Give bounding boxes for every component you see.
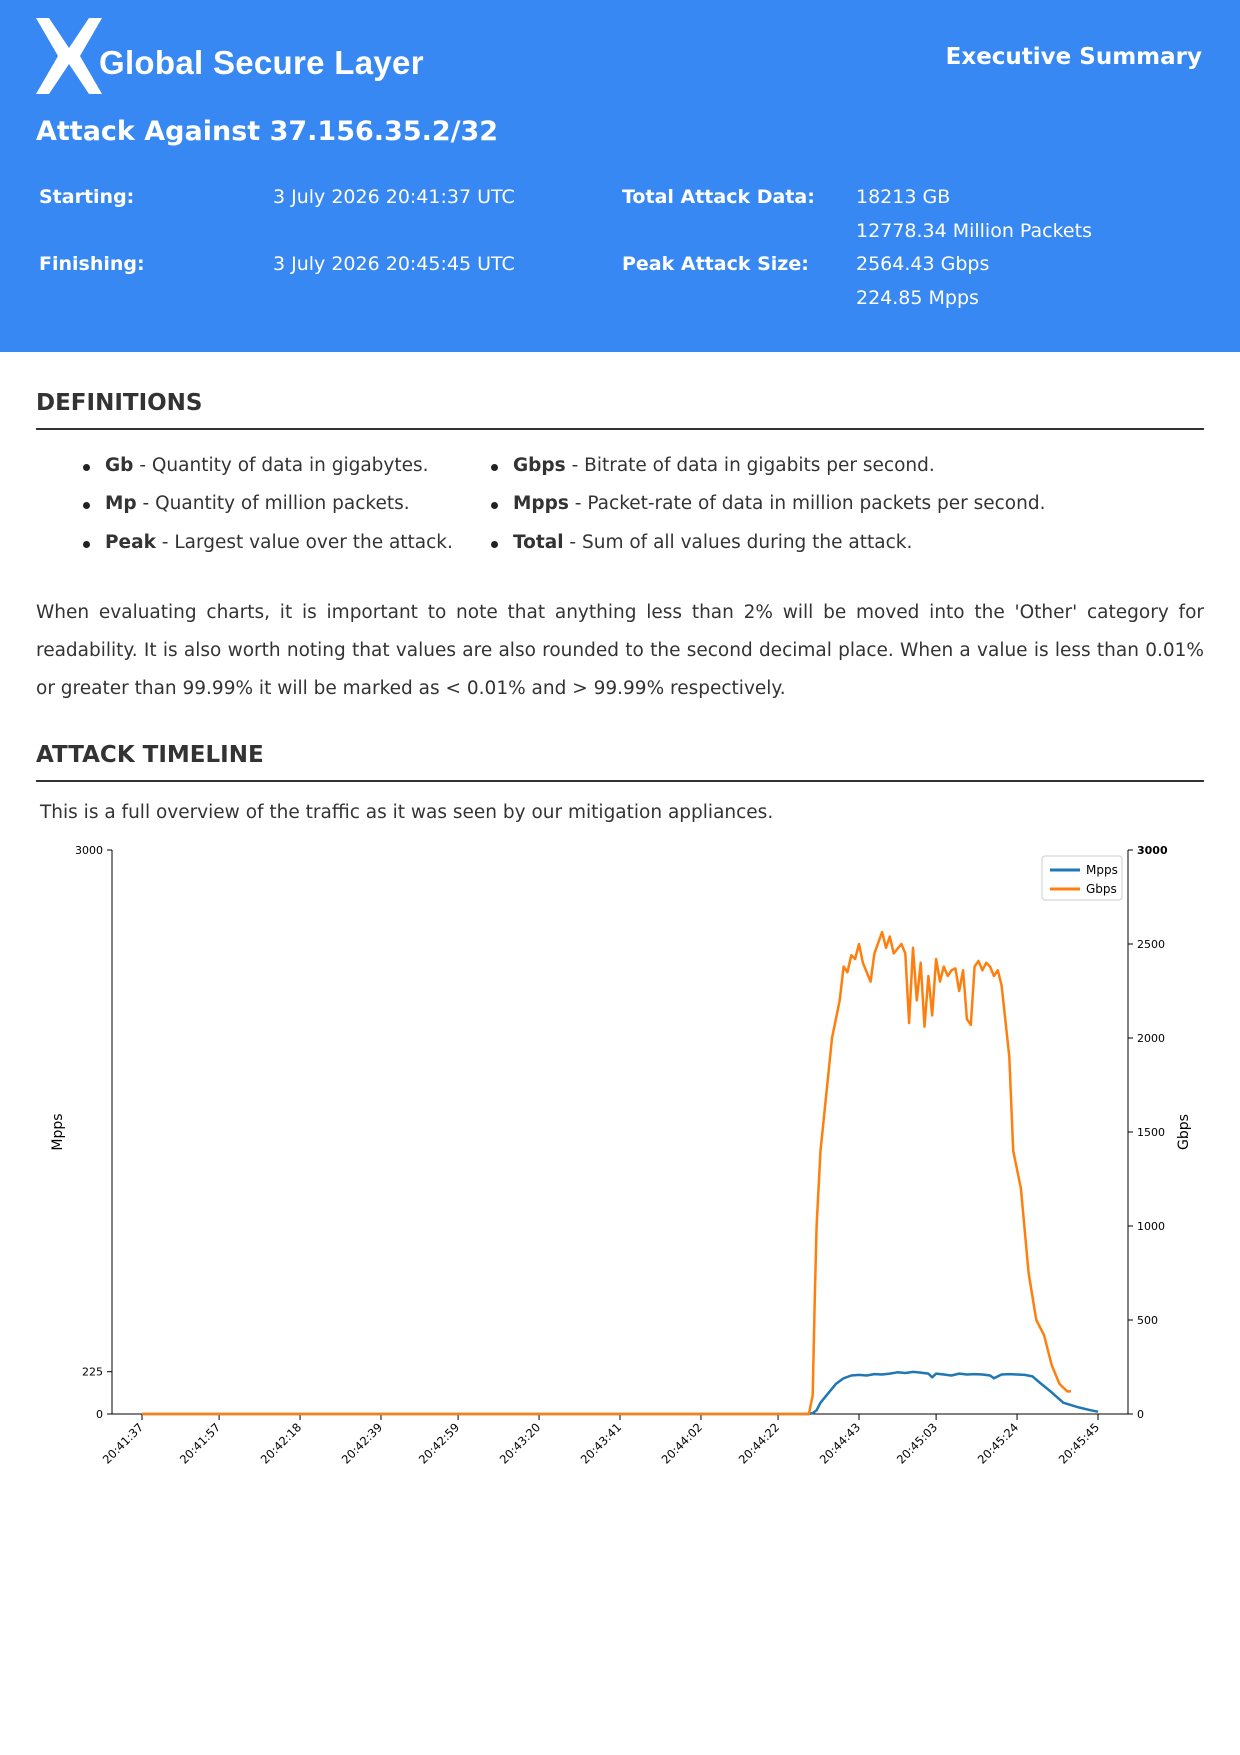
logo-icon [36,18,102,94]
y-left-tick-label: 0 [96,1408,103,1421]
charts-note: When evaluating charts, it is important to note that anything less than 2% will be moved into the 'Other' category for readability. It is also worth noting that values are also rounded to the second decimal place. When a value is less than 0.01% or greater than 99.99% it will be marked as < 0.01% and > 99.99% respectively. [36,602,1204,699]
y-left-tick-label: 3000 [75,844,103,857]
legend-label: Gbps [1086,882,1117,896]
x-tick-label: 20:42:59 [415,1420,463,1467]
definitions-heading: DEFINITIONS [36,390,1204,430]
attack-title: Attack Against 37.156.35.2/32 [36,116,499,147]
peak-mpps-value: 224.85 Mpps [856,287,979,309]
definition-item: Total - Sum of all values during the attack. [513,532,913,553]
definition-item: Peak - Largest value over the attack. [105,532,453,553]
x-tick-label: 20:45:03 [893,1420,941,1467]
y-right-tick-label: 3000 [1137,844,1168,857]
y-right-tick-label: 1500 [1137,1126,1165,1139]
x-tick-label: 20:44:43 [816,1420,864,1467]
total-attack-label: Total Attack Data: [622,186,815,208]
x-tick-label: 20:41:57 [176,1420,224,1467]
total-packets-value: 12778.34 Million Packets [856,220,1092,242]
attack-timeline-heading: ATTACK TIMELINE [36,742,1204,782]
x-tick-label: 20:42:18 [257,1420,305,1467]
definition-item: Mp - Quantity of million packets. [105,493,410,514]
peak-attack-label: Peak Attack Size: [622,253,809,275]
x-tick-label: 20:44:02 [658,1420,706,1467]
definition-item: Gbps - Bitrate of data in gigabits per second. [513,455,935,476]
x-tick-label: 20:42:39 [338,1420,386,1467]
y-right-tick-label: 2500 [1137,938,1165,951]
peak-gbps-value: 2564.43 Gbps [856,253,990,275]
y-right-tick-label: 0 [1137,1408,1144,1421]
report-header [0,0,1240,352]
x-tick-label: 20:43:20 [496,1420,544,1467]
legend-label: Mpps [1086,863,1118,877]
timeline-intro: This is a full overview of the traffic as it was seen by our mitigation appliances. [40,802,774,823]
finishing-label: Finishing: [39,253,145,275]
series-line-gbps [142,932,1071,1414]
total-gb-value: 18213 GB [856,186,951,208]
y-right-tick-label: 1000 [1137,1220,1165,1233]
x-tick-label: 20:41:37 [99,1420,147,1467]
x-tick-label: 20:45:24 [974,1420,1022,1467]
y-right-axis-label: Gbps [1176,1114,1192,1150]
x-tick-label: 20:43:41 [577,1420,625,1467]
brand-name: Global Secure Layer [99,44,424,81]
y-right-tick-label: 2000 [1137,1032,1165,1045]
finishing-value: 3 July 2026 20:45:45 UTC [273,253,515,275]
starting-label: Starting: [39,186,135,208]
starting-value: 3 July 2026 20:41:37 UTC [273,186,515,208]
x-tick-label: 20:44:22 [735,1420,783,1467]
x-tick-label: 20:45:45 [1055,1420,1103,1467]
attack-timeline-chart [0,830,1240,1490]
y-left-axis-label: Mpps [50,1113,66,1151]
y-left-tick-label: 225 [82,1365,103,1379]
definition-item: Gb - Quantity of data in gigabytes. [105,455,429,476]
document-type: Executive Summary [945,44,1202,70]
y-right-tick-label: 500 [1137,1314,1158,1327]
series-line-mpps [142,1372,1098,1414]
definition-item: Mpps - Packet-rate of data in million packets per second. [513,493,1046,514]
